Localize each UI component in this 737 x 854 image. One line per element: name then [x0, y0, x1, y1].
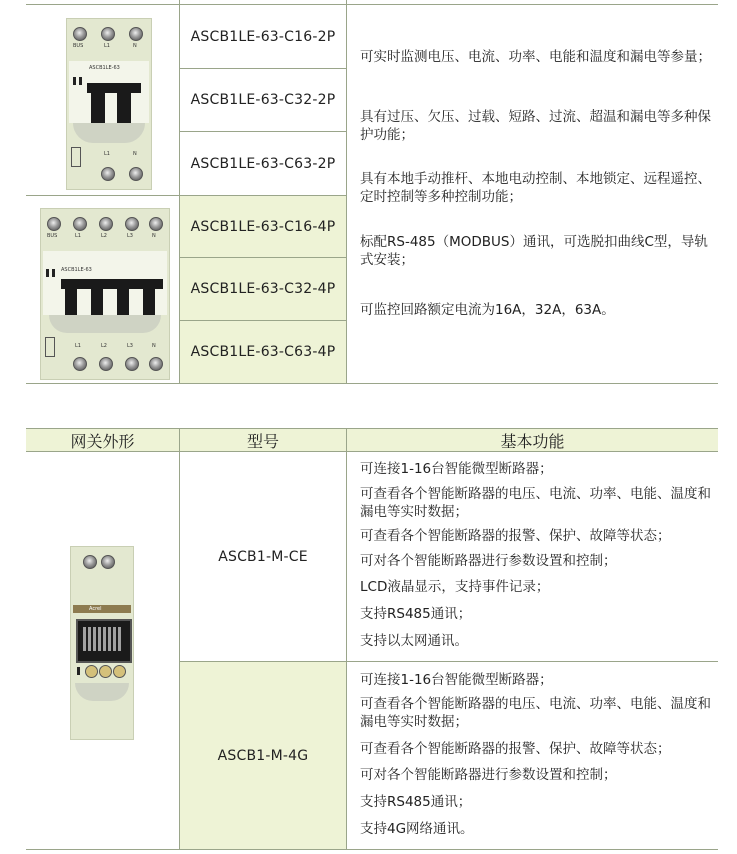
terminal-label: N — [152, 343, 156, 349]
status-led — [79, 77, 82, 85]
rule — [346, 428, 347, 850]
breaker-function: 具有本地手动推杆、本地电动控制、本地锁定、远程遥控、定时控制等多种控制功能； — [360, 171, 711, 205]
key-button — [85, 665, 98, 678]
breaker-model: ASCB1LE-63-C63-4P — [190, 344, 336, 360]
terminal-label: BUS — [47, 233, 58, 239]
breaker-model: ASCB1LE-63-C32-2P — [190, 92, 336, 108]
terminal-label: L1 — [75, 233, 81, 239]
rule — [26, 849, 718, 850]
terminal-screw — [73, 217, 87, 231]
breaker-model: ASCB1LE-63-C63-2P — [190, 155, 336, 172]
toggle-lever — [61, 279, 163, 289]
gateway-feature: 可查看各个智能断路器的电压、电流、功率、电能、温度和漏电等实时数据； — [360, 696, 711, 730]
terminal-label: N — [152, 233, 156, 239]
gateway-feature: 可对各个智能断路器进行参数设置和控制； — [360, 553, 617, 569]
terminal-screw — [129, 167, 143, 181]
key-button — [113, 665, 126, 678]
breaker-function: 可监控回路额定电流为16A，32A，63A。 — [360, 302, 615, 318]
toggle-lever — [143, 289, 155, 315]
terminal-label: L1 — [104, 43, 110, 49]
test-label — [45, 337, 55, 357]
breaker-model: ASCB1LE-63-C16-2P — [190, 28, 336, 45]
gateway-model: ASCB1-M-4G — [217, 747, 309, 764]
breaker-function: 标配RS-485（MODBUS）通讯，可选脱扣曲线C型，导轨式安装； — [360, 234, 708, 268]
breaker-2p-image — [66, 18, 152, 190]
gateway-model: ASCB1-M-CE — [218, 548, 308, 565]
terminal-screw — [101, 27, 115, 41]
gateway-feature: LCD液晶显示，支持事件记录； — [360, 579, 550, 595]
rule — [26, 428, 718, 429]
status-led — [73, 77, 76, 85]
rule — [26, 451, 718, 452]
terminal-label: L3 — [127, 233, 133, 239]
front-cover — [75, 683, 129, 701]
gateway-feature: 可连接1-16台智能微型断路器； — [360, 461, 553, 477]
terminal-screw — [101, 167, 115, 181]
breaker-4p-image — [40, 208, 170, 380]
terminal-label: L1 — [75, 343, 81, 349]
terminal-label: N — [133, 151, 137, 157]
gateway-feature: 支持RS485通讯； — [360, 606, 472, 622]
terminal-screw — [149, 217, 163, 231]
toggle-lever — [65, 289, 77, 315]
gateway-feature: 可连接1-16台智能微型断路器； — [360, 672, 553, 688]
status-led — [52, 269, 55, 277]
terminal-screw — [129, 27, 143, 41]
terminal-screw — [101, 555, 115, 569]
gateway-feature: 可查看各个智能断路器的报警、保护、故障等状态； — [360, 528, 671, 544]
lcd-text — [83, 627, 121, 651]
gateway-feature: 支持以太网通讯。 — [360, 633, 468, 649]
terminal-screw — [125, 217, 139, 231]
toggle-lever — [117, 289, 129, 315]
breaker-model: ASCB1LE-63-C16-4P — [190, 218, 336, 235]
front-cover — [73, 123, 145, 143]
terminal-screw — [83, 555, 97, 569]
breaker-function: 可实时监测电压、电流、功率、电能和温度和漏电等参量； — [360, 49, 711, 65]
gateway-image — [70, 546, 134, 740]
rule — [346, 0, 347, 384]
rule — [26, 4, 718, 5]
terminal-screw — [149, 357, 163, 371]
header-model: 型号 — [246, 431, 279, 451]
terminal-screw — [73, 357, 87, 371]
gateway-feature: 可查看各个智能断路器的电压、电流、功率、电能、温度和漏电等实时数据； — [360, 486, 711, 520]
device-label: ASCB1LE-63 — [61, 267, 92, 273]
rule — [26, 383, 718, 384]
terminal-label: L2 — [101, 343, 107, 349]
toggle-lever — [87, 83, 141, 93]
terminal-screw — [47, 217, 61, 231]
terminal-label: L3 — [127, 343, 133, 349]
header-appearance: 网关外形 — [70, 431, 135, 451]
terminal-label: N — [133, 43, 137, 49]
brand-label: Acrel — [89, 606, 102, 612]
brand-strip — [73, 605, 131, 613]
header-function: 基本功能 — [500, 431, 565, 451]
terminal-label: L2 — [101, 233, 107, 239]
terminal-label: BUS — [73, 43, 84, 49]
toggle-lever — [91, 289, 103, 315]
terminal-screw — [73, 27, 87, 41]
test-label — [71, 147, 81, 167]
breaker-model: ASCB1LE-63-C32-4P — [190, 281, 336, 297]
key-button — [99, 665, 112, 678]
terminal-label: L1 — [104, 151, 110, 157]
gateway-feature: 可查看各个智能断路器的报警、保护、故障等状态； — [360, 741, 671, 757]
breaker-function: 具有过压、欠压、过载、短路、过流、超温和漏电等多种保护功能； — [360, 109, 711, 143]
status-led — [77, 667, 80, 675]
toggle-lever — [117, 93, 131, 123]
front-cover — [49, 315, 161, 333]
terminal-screw — [99, 217, 113, 231]
toggle-lever — [91, 93, 105, 123]
terminal-screw — [125, 357, 139, 371]
terminal-screw — [99, 357, 113, 371]
device-label: ASCB1LE-63 — [89, 65, 120, 71]
status-led — [46, 269, 49, 277]
gateway-feature: 支持4G网络通讯。 — [360, 821, 474, 837]
gateway-feature: 可对各个智能断路器进行参数设置和控制； — [360, 767, 617, 783]
gateway-feature: 支持RS485通讯； — [360, 794, 472, 810]
